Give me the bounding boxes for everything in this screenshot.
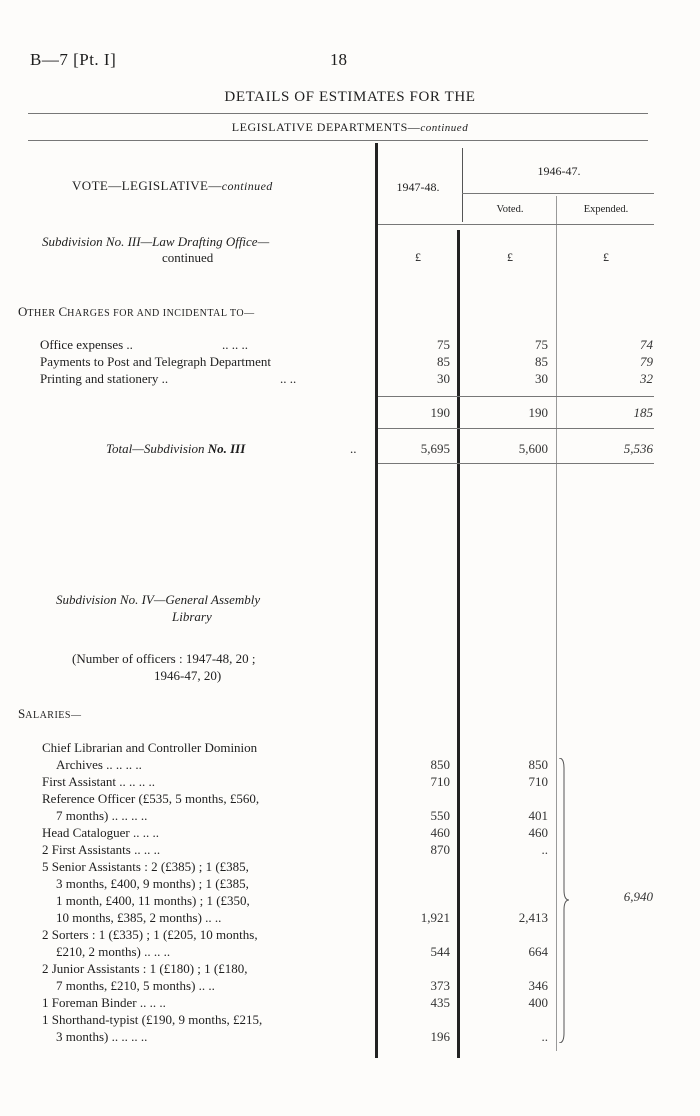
salary-voted: 400 bbox=[528, 995, 548, 1010]
salaries-heading: SALARIES— bbox=[18, 706, 82, 721]
currency-voted: £ bbox=[507, 250, 513, 264]
voted-value: 85 bbox=[535, 354, 548, 369]
salary-estimate: 1,921 bbox=[420, 910, 450, 925]
subdivision-iii-heading-continued: continued bbox=[162, 250, 214, 265]
salary-estimate: 373 bbox=[430, 978, 450, 993]
salary-line-text: £210, 2 months) .. .. .. bbox=[56, 944, 171, 959]
salary-line-text: 7 months, £210, 5 months) .. .. bbox=[56, 978, 215, 993]
salary-line-text: 1 month, £400, 11 months) ; 1 (£350, bbox=[56, 893, 250, 908]
salary-line-text: 3 months) .. .. .. .. bbox=[56, 1029, 148, 1044]
expended-value: 32 bbox=[640, 371, 653, 386]
subtotal-voted: 190 bbox=[528, 405, 548, 420]
estimate-value: 30 bbox=[437, 371, 450, 386]
other-charges-heading: OTHER CHARGES FOR AND INCIDENTAL TO— bbox=[18, 304, 255, 319]
column-divider-main bbox=[375, 143, 378, 1058]
salary-estimate: 710 bbox=[430, 774, 450, 789]
expended-value: 79 bbox=[640, 354, 653, 369]
salary-estimate: 550 bbox=[430, 808, 450, 823]
total-rule bbox=[378, 463, 654, 464]
expended-group-brace bbox=[558, 758, 570, 1043]
salary-estimate: 870 bbox=[430, 842, 450, 857]
voted-value: 30 bbox=[535, 371, 548, 386]
salary-estimate: 435 bbox=[430, 995, 450, 1010]
subdivision-iv-heading: Subdivision No. IV—General Assembly bbox=[56, 592, 261, 607]
salary-voted: 346 bbox=[528, 978, 548, 993]
salary-line-text: First Assistant .. .. .. .. bbox=[42, 774, 156, 789]
salary-voted: .. bbox=[541, 1029, 548, 1044]
subdivision-iii-heading: Subdivision No. III—Law Drafting Office— bbox=[42, 234, 270, 249]
salary-line-text: Head Cataloguer .. .. .. bbox=[42, 825, 159, 840]
currency-expended: £ bbox=[603, 250, 609, 264]
salary-voted: 2,413 bbox=[518, 910, 548, 925]
voted-value: 75 bbox=[535, 337, 548, 352]
row-leader-dots: .. .. .. bbox=[222, 337, 248, 352]
row-label: Payments to Post and Telegraph Department bbox=[40, 354, 271, 369]
salary-line-text: 7 months) .. .. .. .. bbox=[56, 808, 148, 823]
salary-voted: 460 bbox=[528, 825, 548, 840]
officers-count: (Number of officers : 1947-48, 20 ; bbox=[72, 651, 256, 666]
officers-count-continued: 1946-47, 20) bbox=[154, 668, 222, 683]
salary-voted: 401 bbox=[528, 808, 548, 823]
salary-estimate: 196 bbox=[430, 1029, 450, 1044]
page-subtitle: LEGISLATIVE DEPARTMENTS—continued bbox=[231, 120, 469, 134]
salary-estimate: 850 bbox=[430, 757, 450, 772]
title-rule bbox=[28, 113, 648, 114]
subdivision-iv-heading-continued: Library bbox=[172, 609, 212, 624]
salary-line-text: 1 Shorthand-typist (£190, 9 months, £215, bbox=[42, 1012, 263, 1027]
subtotal-rule-top bbox=[378, 396, 654, 397]
column-divider-header bbox=[462, 148, 463, 222]
page-title: DETAILS OF ESTIMATES FOR THE bbox=[224, 89, 476, 105]
estimate-value: 75 bbox=[437, 337, 450, 352]
column-header-1946-47: 1946-47. bbox=[537, 164, 581, 178]
salary-line-text: Reference Officer (£535, 5 months, £560, bbox=[42, 791, 260, 806]
subtotal-expended: 185 bbox=[633, 405, 653, 420]
total-estimate: 5,695 bbox=[420, 441, 450, 456]
column-divider-estimate bbox=[457, 230, 460, 1058]
salary-line-text: 3 months, £400, 9 months) ; 1 (£385, bbox=[56, 876, 249, 891]
total-voted: 5,600 bbox=[518, 441, 548, 456]
column-header-voted: Voted. bbox=[496, 204, 524, 215]
total-label: Total—Subdivision No. III bbox=[106, 441, 246, 456]
vote-heading: VOTE—LEGISLATIVE—continued bbox=[72, 178, 273, 193]
salary-estimate: 460 bbox=[430, 825, 450, 840]
salary-voted: 710 bbox=[528, 774, 548, 789]
subtitle-rule bbox=[28, 140, 648, 141]
salary-voted: .. bbox=[541, 842, 548, 857]
column-header-expended: Expended. bbox=[583, 204, 629, 215]
row-label: Office expenses .. bbox=[40, 337, 133, 352]
salary-line-text: Archives .. .. .. .. bbox=[56, 757, 142, 772]
currency-estimate: £ bbox=[415, 250, 421, 264]
salary-voted: 664 bbox=[528, 944, 548, 959]
salary-line-text: 2 Sorters : 1 (£335) ; 1 (£205, 10 months, bbox=[42, 927, 258, 942]
total-expended: 5,536 bbox=[623, 441, 653, 456]
salary-estimate: 544 bbox=[430, 944, 450, 959]
year-underline bbox=[462, 193, 654, 194]
page-number: 18 bbox=[330, 50, 347, 69]
row-label: Printing and stationery .. bbox=[40, 371, 169, 386]
page-reference: B—7 [Pt. I] bbox=[30, 50, 117, 69]
row-leader-dots: .. .. bbox=[280, 371, 297, 386]
expended-value: 74 bbox=[640, 337, 653, 352]
salary-line-text: 1 Foreman Binder .. .. .. bbox=[42, 995, 166, 1010]
salary-line-text: 5 Senior Assistants : 2 (£385) ; 1 (£385, bbox=[42, 859, 249, 874]
header-bottom-rule bbox=[378, 224, 654, 225]
expended-group-total: 6,940 bbox=[623, 889, 653, 904]
salary-line-text: 10 months, £385, 2 months) .. .. bbox=[56, 910, 222, 925]
column-divider-voted bbox=[556, 196, 557, 1051]
estimate-value: 85 bbox=[437, 354, 450, 369]
subtotal-estimate: 190 bbox=[430, 405, 450, 420]
salary-line-text: 2 First Assistants .. .. .. bbox=[42, 842, 161, 857]
total-leader-dots: .. bbox=[350, 441, 357, 456]
column-header-1947-48: 1947-48. bbox=[396, 180, 440, 194]
subtotal-rule-bottom bbox=[378, 428, 654, 429]
salary-voted: 850 bbox=[528, 757, 548, 772]
salary-line-text: 2 Junior Assistants : 1 (£180) ; 1 (£180, bbox=[42, 961, 248, 976]
salary-line-text: Chief Librarian and Controller Dominion bbox=[42, 740, 258, 755]
